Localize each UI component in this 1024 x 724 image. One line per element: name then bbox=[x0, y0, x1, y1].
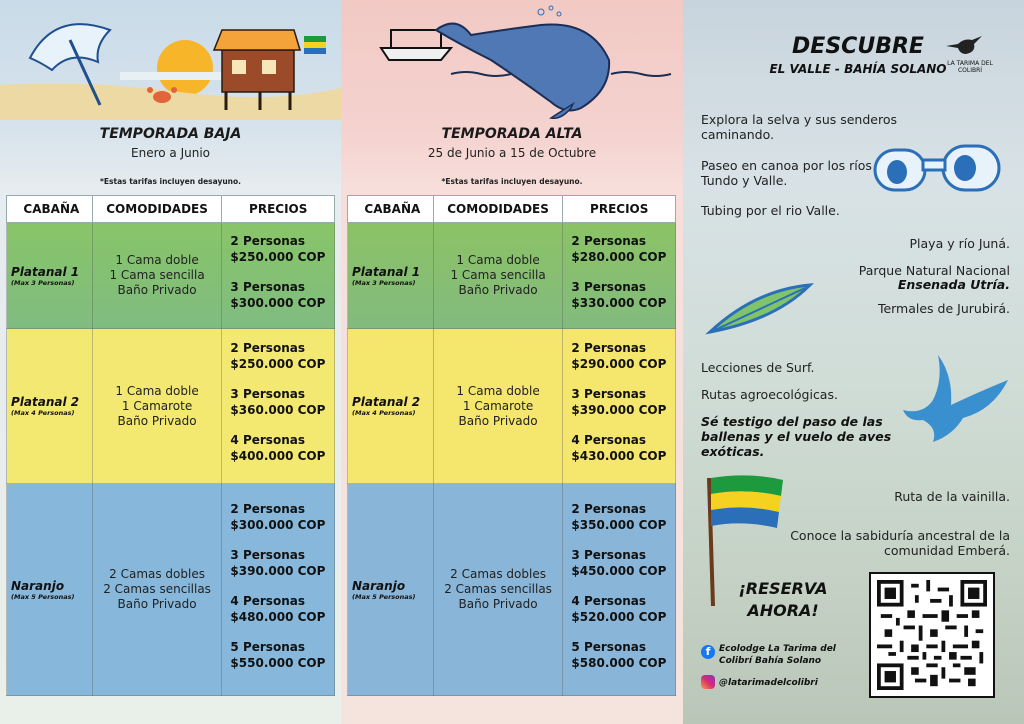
price-value: $450.000 COP bbox=[571, 563, 667, 578]
activity-embera: Conoce la sabiduría ancestral de la comunidad Emberá. bbox=[790, 528, 1010, 558]
low-season-title: TEMPORADA BAJA bbox=[99, 126, 242, 142]
price-people: 4 Personas bbox=[571, 433, 646, 447]
amenity: Baño Privado bbox=[458, 413, 538, 428]
activity-surf: Lecciones de Surf. bbox=[701, 360, 815, 375]
facebook-link[interactable]: Ecolodge La Tarima del Colibrí Bahía Solano bbox=[719, 644, 836, 666]
price-value: $250.000 COP bbox=[230, 357, 326, 371]
activity-park: Parque Natural Nacional bbox=[858, 263, 1010, 278]
cabin-name: Platanal 1 bbox=[352, 264, 421, 279]
activity-vanilla: Ruta de la vainilla. bbox=[894, 489, 1010, 504]
price-people: 5 Personas bbox=[571, 639, 646, 654]
discover-panel bbox=[683, 0, 1024, 724]
price-value: $550.000 COP bbox=[230, 655, 326, 670]
price-value: $480.000 COP bbox=[230, 609, 326, 624]
high-season-panel bbox=[341, 0, 683, 724]
header-comodidades: COMODIDADES bbox=[92, 196, 222, 223]
table-row bbox=[7, 484, 335, 696]
cabin-name: Platanal 2 bbox=[11, 395, 80, 409]
binoculars-icon bbox=[869, 140, 1009, 198]
instagram-link[interactable]: @latarimadelcolibri bbox=[719, 678, 818, 688]
price-people: 3 Personas bbox=[230, 279, 305, 294]
price-value: $400.000 COP bbox=[230, 449, 326, 463]
discover-title: DESCUBRE bbox=[792, 34, 924, 59]
price-people: 2 Personas bbox=[230, 233, 305, 248]
cabin-max: (Max 5 Personas) bbox=[352, 592, 416, 601]
price-people: 3 Personas bbox=[571, 279, 646, 294]
price-people: 2 Personas bbox=[571, 233, 646, 248]
price-value: $290.000 COP bbox=[571, 357, 667, 371]
amenity: Baño Privado bbox=[117, 413, 197, 428]
breakfast-note: *Estas tarifas incluyen desayuno. bbox=[441, 177, 583, 186]
price-value: $250.000 COP bbox=[230, 249, 326, 264]
cabin-max: (Max 3 Personas) bbox=[11, 278, 75, 287]
amenity: 1 Cama doble bbox=[115, 383, 199, 398]
amenity: 1 Cama doble bbox=[456, 383, 540, 398]
cabin-max: (Max 5 Personas) bbox=[11, 592, 75, 601]
price-people: 4 Personas bbox=[571, 593, 646, 608]
price-value: $300.000 COP bbox=[230, 295, 326, 310]
price-value: $300.000 COP bbox=[230, 517, 326, 532]
activity-tubing: Tubing por el rio Valle. bbox=[701, 203, 840, 218]
price-people: 2 Personas bbox=[230, 341, 305, 355]
instagram-icon bbox=[701, 675, 715, 689]
flag-icon bbox=[304, 36, 326, 54]
amenity: 1 Camarote bbox=[462, 398, 534, 413]
amenity: 1 Cama doble bbox=[456, 253, 540, 267]
activity-whales: Sé testigo del paso de las ballenas y el vuelo de aves exóticas. bbox=[701, 414, 892, 459]
price-value: $360.000 COP bbox=[230, 403, 326, 417]
amenity: 1 Cama doble bbox=[115, 253, 199, 267]
activity-hot-springs: Termales de Jurubirá. bbox=[877, 301, 1010, 316]
table-row bbox=[348, 223, 676, 329]
reserve-now-heading: ¡RESERVA AHORA! bbox=[738, 579, 828, 620]
cabin-name: Naranjo bbox=[352, 578, 406, 593]
amenity: Baño Privado bbox=[117, 597, 197, 611]
low-season-panel bbox=[0, 0, 341, 724]
boat-icon bbox=[381, 30, 451, 60]
activity-utria: Ensenada Utría. bbox=[897, 277, 1010, 292]
price-people: 2 Personas bbox=[571, 341, 646, 355]
whale-icon bbox=[436, 24, 609, 119]
logo-text: LA TARIMA DEL COLIBRÍ bbox=[947, 60, 993, 74]
high-season-title: TEMPORADA ALTA bbox=[441, 126, 583, 142]
amenity: Baño Privado bbox=[458, 597, 538, 611]
surfboard-icon bbox=[705, 280, 815, 340]
activity-beach: Playa y río Juná. bbox=[909, 236, 1010, 251]
header-comodidades: COMODIDADES bbox=[433, 196, 563, 223]
high-season-dates: 25 de Junio a 15 de Octubre bbox=[427, 146, 597, 160]
header-precios: PRECIOS bbox=[222, 196, 335, 223]
activity-hike: Explora la selva y sus senderos caminando. bbox=[701, 112, 898, 142]
amenity: 2 Camas dobles bbox=[109, 567, 205, 581]
table-row bbox=[7, 223, 335, 329]
header-cabana: CABAÑA bbox=[348, 196, 434, 223]
hummingbird-logo-icon bbox=[944, 34, 984, 58]
low-season-dates: Enero a Junio bbox=[131, 146, 210, 160]
breakfast-note: *Estas tarifas incluyen desayuno. bbox=[99, 177, 242, 186]
cabin-max: (Max 3 Personas) bbox=[352, 278, 416, 287]
price-people: 3 Personas bbox=[571, 387, 646, 401]
cabin-name: Platanal 1 bbox=[11, 264, 80, 279]
facebook-icon: f bbox=[701, 645, 715, 659]
price-value: $390.000 COP bbox=[230, 563, 326, 578]
amenity: 1 Camarote bbox=[121, 398, 193, 413]
high-season-rate-table bbox=[347, 195, 676, 696]
table-row bbox=[348, 484, 676, 696]
activity-agro: Rutas agroecológicas. bbox=[701, 387, 838, 402]
price-value: $350.000 COP bbox=[571, 517, 667, 532]
discover-subtitle: EL VALLE - BAHÍA SOLANO bbox=[769, 62, 947, 76]
price-people: 4 Personas bbox=[230, 433, 305, 447]
price-people: 3 Personas bbox=[230, 387, 305, 401]
water-spout-icon bbox=[538, 6, 561, 16]
price-value: $580.000 COP bbox=[571, 655, 667, 670]
activity-canoe: Paseo en canoa por los ríos Tundo y Valle. bbox=[701, 158, 872, 188]
amenity: 2 Camas dobles bbox=[450, 567, 546, 581]
qr-code-icon[interactable] bbox=[869, 572, 995, 698]
price-people: 2 Personas bbox=[571, 501, 646, 516]
cabin-name: Naranjo bbox=[11, 578, 65, 593]
amenity: Baño Privado bbox=[117, 283, 197, 297]
price-people: 2 Personas bbox=[230, 501, 305, 516]
header-precios: PRECIOS bbox=[563, 196, 676, 223]
cabin-max: (Max 4 Personas) bbox=[11, 409, 75, 417]
amenity: 2 Camas sencillas bbox=[444, 582, 552, 596]
whale-tail-icon bbox=[893, 350, 1013, 450]
price-value: $520.000 COP bbox=[571, 609, 667, 624]
amenity: 1 Cama sencilla bbox=[450, 268, 546, 282]
amenity: 1 Cama sencilla bbox=[109, 268, 205, 282]
price-value: $280.000 COP bbox=[571, 249, 667, 264]
table-row bbox=[7, 329, 335, 484]
header-cabana: CABAÑA bbox=[7, 196, 93, 223]
price-value: $430.000 COP bbox=[571, 449, 667, 463]
beach-scene-illustration bbox=[0, 0, 341, 120]
amenity: 2 Camas sencillas bbox=[103, 582, 211, 596]
price-value: $390.000 COP bbox=[571, 403, 667, 417]
cabin-max: (Max 4 Personas) bbox=[352, 409, 416, 417]
price-people: 4 Personas bbox=[230, 593, 305, 608]
low-season-rate-table bbox=[6, 195, 335, 696]
price-people: 3 Personas bbox=[230, 547, 305, 562]
whale-scene-illustration bbox=[341, 0, 683, 120]
amenity: Baño Privado bbox=[458, 283, 538, 297]
cabin-name: Platanal 2 bbox=[352, 395, 421, 409]
price-people: 3 Personas bbox=[571, 547, 646, 562]
price-people: 5 Personas bbox=[230, 639, 305, 654]
table-row bbox=[348, 329, 676, 484]
price-value: $330.000 COP bbox=[571, 295, 667, 310]
